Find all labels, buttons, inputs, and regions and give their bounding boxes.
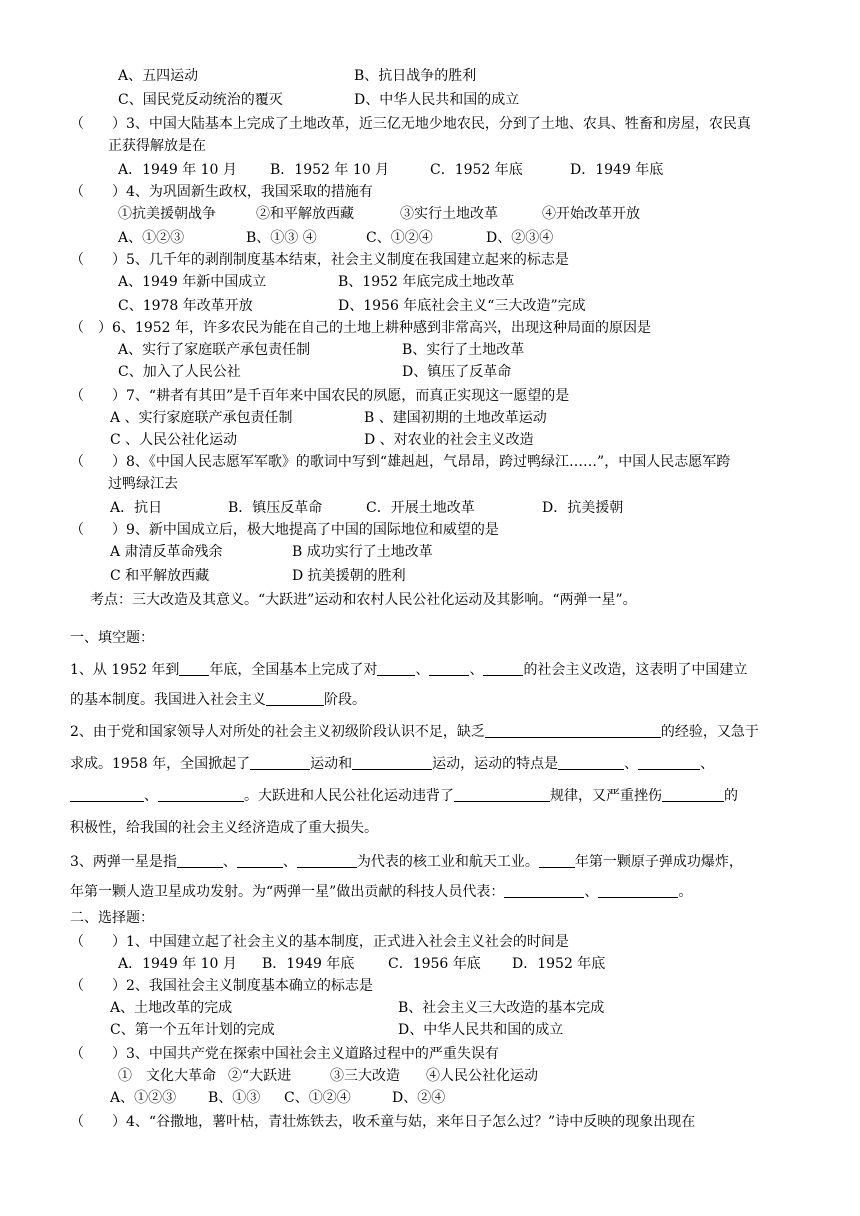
statement-2: ②和平解放西藏	[256, 206, 354, 222]
option-d: D、②③④	[486, 230, 554, 246]
option-d: D 抗美援朝的胜利	[292, 568, 406, 584]
option-c: C、加入了人民公社	[118, 364, 241, 380]
statement-3: ③三大改造	[330, 1068, 400, 1084]
blank[interactable]	[377, 661, 415, 676]
text: 求成。1958 年，全国掀起了	[70, 756, 251, 772]
blank[interactable]	[250, 755, 310, 770]
blank[interactable]	[70, 787, 144, 802]
option-a: A、五四运动	[118, 68, 199, 84]
statement-1: ① 文化大革命	[118, 1068, 216, 1084]
option-b: B．1949 年底	[262, 956, 355, 972]
text: 的基本制度。我国进入社会主义	[70, 692, 266, 708]
option-c: C 和平解放西藏	[110, 568, 210, 584]
option-d: D、②④	[392, 1090, 446, 1106]
question-8-stem: （ ）8、《中国人民志愿军军歌》的歌词中写到“雄赳赳，气昂昂，跨过鸭绿江……”，中国人民志愿军跨	[70, 454, 731, 470]
question-8-stem-cont: 过鸭绿江去	[108, 476, 178, 492]
text: 为代表的核工业和航天工业。	[356, 854, 539, 870]
option-c: C、①②④	[366, 230, 433, 246]
statement-4: ④人民公社化运动	[426, 1068, 538, 1084]
option-b: B．镇压反革命	[228, 500, 323, 516]
option-b: B、1952 年底完成土地改革	[338, 274, 515, 290]
option-a: A、①②③	[118, 230, 185, 246]
statement-3: ③实行土地改革	[400, 206, 498, 222]
text: 的经验，又急于	[660, 724, 759, 740]
question-3-stem: （ ）3、中国大陆基本上完成了土地改革，近三亿无地少地农民，分到了土地、农具、牲畜和房屋，农民真	[70, 116, 751, 132]
option-d: D、中华人民共和国的成立	[354, 92, 520, 108]
option-b: B、实行了土地改革	[402, 342, 525, 358]
blank[interactable]	[158, 787, 244, 802]
question-9-stem: （ ）9、新中国成立后，极大地提高了中国的国际地位和威望的是	[70, 522, 499, 538]
text: 、	[624, 756, 639, 772]
blank[interactable]	[237, 853, 283, 868]
blank[interactable]	[504, 883, 584, 898]
option-d: D、中华人民共和国的成立	[398, 1022, 564, 1038]
option-b: B．1952 年 10 月	[270, 162, 390, 178]
option-b: B、社会主义三大改造的基本完成	[398, 1000, 605, 1016]
option-a: A、土地改革的完成	[110, 1000, 233, 1016]
option-c: C 、人民公社化运动	[110, 432, 238, 448]
option-a: A 、实行家庭联产承包责任制	[110, 410, 293, 426]
statement-4: ④开始改革开放	[542, 206, 640, 222]
blank[interactable]	[297, 853, 357, 868]
statement-2: ②“大跃进	[228, 1068, 292, 1084]
choice-4-stem: （ ）4、“谷撒地，薯叶枯，青壮炼铁去，收禾童与姑，来年日子怎么过？”诗中反映的现象出现在	[70, 1114, 696, 1130]
option-c: C、①②④	[284, 1090, 351, 1106]
option-b: B 、建国初期的土地改革运动	[364, 410, 547, 426]
fill-2-line-2	[70, 754, 714, 774]
text: 、	[144, 788, 158, 804]
choice-1-stem: （ ）1、中国建立起了社会主义的基本制度，正式进入社会主义社会的时间是	[70, 934, 569, 950]
text: 、	[415, 662, 430, 678]
statement-1: ①抗美援朝战争	[118, 206, 216, 222]
option-d: D、1956 年底社会主义“三大改造”完成	[338, 298, 586, 314]
blank[interactable]	[352, 755, 432, 770]
blank[interactable]	[177, 853, 223, 868]
option-b: B、①③	[208, 1090, 261, 1106]
choice-3-stem: （ ）3、中国共产党在探索中国社会主义道路过程中的严重失误有	[70, 1046, 499, 1062]
blank[interactable]	[454, 787, 550, 802]
option-a: A、1949 年新中国成立	[118, 274, 267, 290]
blank[interactable]	[598, 883, 678, 898]
option-c: C．1952 年底	[430, 162, 523, 178]
text: 年第一颗原子弹成功爆炸，	[574, 854, 743, 870]
option-b: B、抗日战争的胜利	[354, 68, 477, 84]
section-fill-in-heading: 一、填空题：	[70, 630, 154, 646]
option-c: C．开展土地改革	[366, 500, 475, 516]
option-d: D 、对农业的社会主义改造	[364, 432, 534, 448]
text: 、	[584, 884, 599, 900]
question-5-stem: （ ）5、几千年的剥削制度基本结束，社会主义制度在我国建立起来的标志是	[70, 252, 569, 268]
fill-2-line-4: 积极性，给我国的社会主义经济造成了重大损失。	[70, 820, 378, 836]
text: 、	[282, 854, 297, 870]
option-b: B 成功实行了土地改革	[292, 544, 433, 560]
text: 的社会主义改造，这表明了中国建立	[523, 662, 748, 678]
text: 、	[222, 854, 237, 870]
option-d: D．1949 年底	[570, 162, 664, 178]
exam-points: 考点：三大改造及其意义。“大跃进”运动和农村人民公社化运动及其影响。“两弹一星”。	[90, 592, 637, 608]
text: 3、两弹一星是指	[70, 854, 177, 870]
text: 运动和	[310, 756, 353, 772]
question-4-stem: （ ）4、为巩固新生政权，我国采取的措施有	[70, 184, 373, 200]
option-a: A 肃清反革命残余	[110, 544, 223, 560]
text: 年第一颗人造卫星成功发射。为“两弹一星”做出贡献的科技人员代表：	[70, 884, 505, 900]
fill-3-line-2	[70, 882, 692, 902]
text: 2、由于党和国家领导人对所处的社会主义初级阶段认识不足，缺乏	[70, 724, 485, 740]
option-d: D、镇压了反革命	[402, 364, 512, 380]
option-c: C、1978 年改革开放	[118, 298, 253, 314]
option-d: D．抗美援朝	[542, 500, 624, 516]
text: 运动，运动的特点是	[432, 756, 559, 772]
blank[interactable]	[539, 853, 575, 868]
option-d: D．1952 年底	[512, 956, 606, 972]
text: 的	[724, 788, 738, 804]
fill-2-line-3	[70, 786, 738, 806]
question-7-stem: （ ）7、“耕者有其田”是千百年来中国农民的夙愿，而真正实现这一愿望的是	[70, 388, 570, 404]
question-3-stem-cont: 正获得解放是在	[108, 138, 206, 154]
text: 。大跃进和人民公社化运动违背了	[244, 788, 454, 804]
blank[interactable]	[662, 787, 724, 802]
option-a: A、实行了家庭联产承包责任制	[118, 342, 311, 358]
option-c: C．1956 年底	[388, 956, 481, 972]
blank[interactable]	[638, 755, 700, 770]
option-c: C、国民党反动统治的覆灭	[118, 92, 283, 108]
blank[interactable]	[179, 661, 209, 676]
option-a: A、①②③	[110, 1090, 177, 1106]
blank[interactable]	[429, 661, 469, 676]
text: 阶段。	[324, 692, 366, 708]
option-a: A．1949 年 10 月	[118, 162, 237, 178]
blank[interactable]	[485, 723, 661, 738]
fill-1-line-2	[70, 690, 366, 710]
fill-3-line-1	[70, 852, 743, 872]
text: 。	[678, 884, 693, 900]
option-a: A．抗日	[110, 500, 163, 516]
text: 、	[700, 756, 715, 772]
option-a: A．1949 年 10 月	[118, 956, 237, 972]
blank[interactable]	[558, 755, 624, 770]
choice-2-stem: （ ）2、我国社会主义制度基本确立的标志是	[70, 978, 373, 994]
text: 规律，又严重挫伤	[550, 788, 662, 804]
text: 1、从 1952 年到	[70, 662, 180, 678]
text: 年底，全国基本上完成了对	[209, 662, 378, 678]
question-6-stem: （ ）6、1952 年，许多农民为能在自己的土地上耕种感到非常高兴，出现这种局面的原因是	[70, 320, 651, 336]
fill-1-line-1	[70, 660, 747, 680]
option-b: B、①③ ④	[246, 230, 317, 246]
fill-2-line-1	[70, 722, 759, 742]
blank[interactable]	[266, 691, 324, 706]
section-choice-heading: 二、选择题：	[70, 910, 154, 926]
option-c: C、第一个五年计划的完成	[110, 1022, 275, 1038]
text: 、	[469, 662, 484, 678]
blank[interactable]	[483, 661, 523, 676]
